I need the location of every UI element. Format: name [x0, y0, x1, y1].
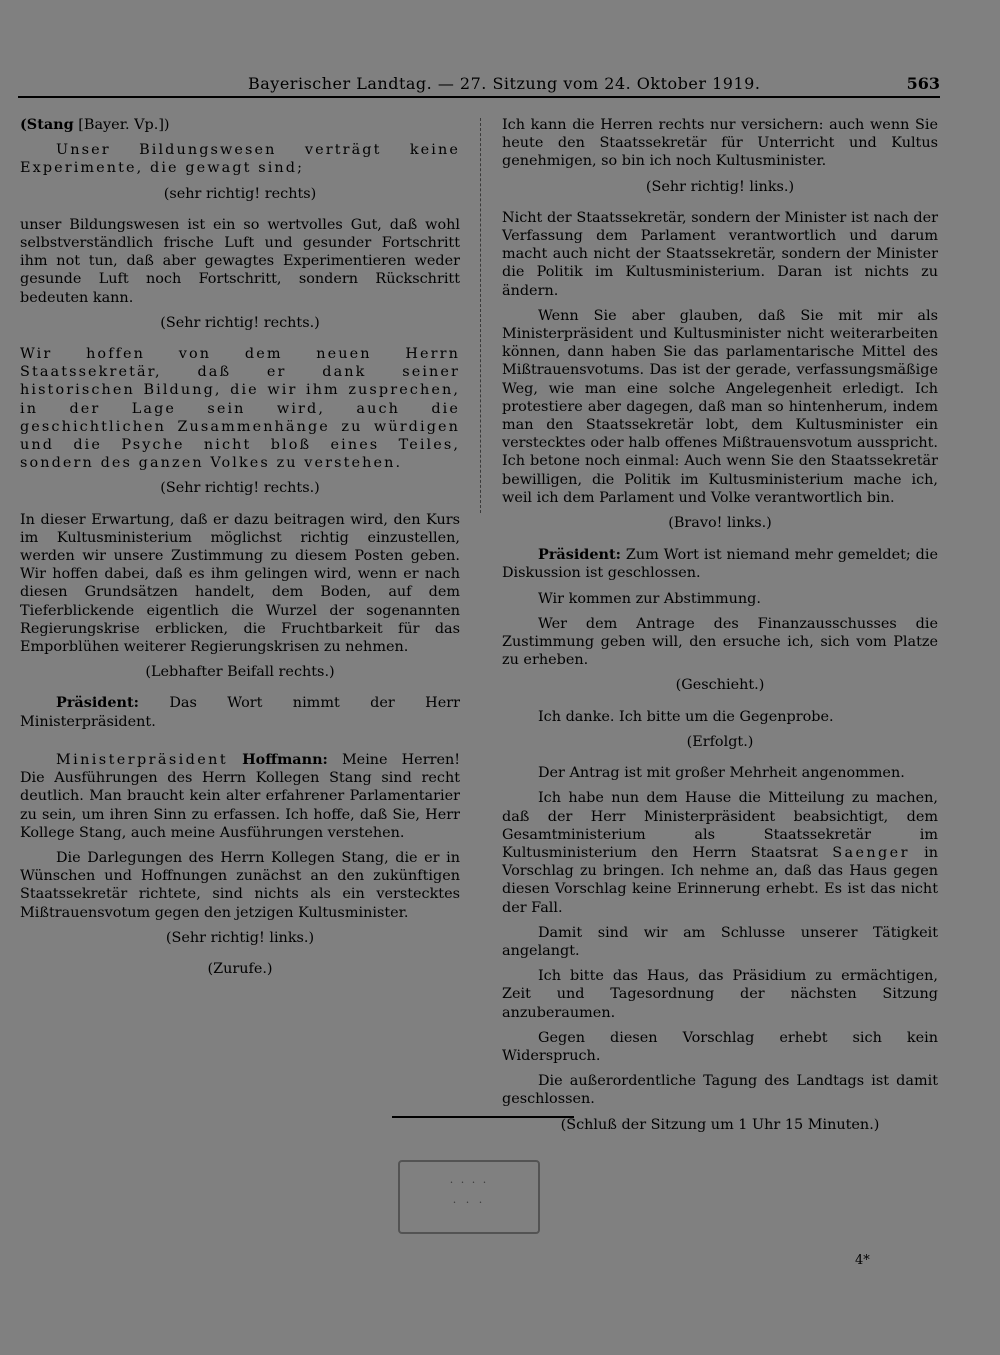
- paragraph: Wenn Sie aber glauben, daß Sie mit mir als Ministerpräsident und Kultusminister nicht weiterarbeiten können, dann haben Sie das parlamentarische Mittel des Mißtrauensvotums. Das ist der gerade, verfassungsmäßige Weg, wie man eine solche Angelegenheit erledigt. Ich protestiere aber dagegen, daß man so hintenherum, indem man den Staatssekretär lobt, dem Kultusminister ein verstecktes oder halb offenes Mißtrauensvotum ausspricht. Ich betone noch einmal: Auch wenn Sie den Staatssekretär bewilligen, die Politik im Kultusministerium mache ich, weil ich dem Parlament und Volke verantwortlich bin.: [502, 307, 938, 506]
- reaction: (Sehr richtig! rechts.): [160, 314, 320, 331]
- paragraph: unser Bildungswesen ist ein so wertvolles Gut, daß wohl selbstverständlich frische Luft und gesunder Fortschritt ihm not tun, daß aber gewagtes Experimentieren weder gesunde Luft noch Fortschritt, sondern Rückschritt bedeuten kann.: [20, 216, 460, 306]
- paragraph: Die Darlegungen des Herrn Kollegen Stang, die er in Wünschen und Hoffnungen zunächst an den zukünftigen Staatssekretär richtete, sind nichts als ein verstecktes Mißtrauensvotum gegen den jetzigen Kultusminister.: [20, 849, 460, 921]
- paragraph: Die außerordentliche Tagung des Landtags ist damit geschlossen.: [502, 1073, 938, 1108]
- person-name-saenger: Saenger: [832, 844, 910, 861]
- library-stamp: · · · · · · ·: [398, 1160, 540, 1234]
- left-column: [20, 116, 460, 991]
- header-rule: [18, 96, 940, 98]
- speaker-attribution: [20, 116, 460, 134]
- paragraph: Unser Bildungswesen verträgt keine Experimente, die gewagt sind;: [20, 142, 460, 177]
- paragraph: Wer dem Antrage des Finanzausschusses die Zustimmung geben will, den ersuche ich, sich vom Platze zu erheben.: [502, 615, 938, 669]
- paragraph: Damit sind wir am Schlusse unserer Tätigkeit angelangt.: [502, 924, 938, 959]
- signature-mark: 4*: [855, 1253, 870, 1268]
- footer-rule: [392, 1116, 574, 1118]
- paragraph: Ich danke. Ich bitte um die Gegenprobe.: [538, 708, 834, 725]
- reaction: (Zurufe.): [207, 960, 273, 977]
- paragraph-text: Ich habe nun dem Hause die Mitteilung zu machen, daß der Herr Ministerpräsident beabsichtigt, dem Gesamtministerium als Staatssekretär im Kultusministerium den Herrn Staatsrat: [502, 790, 938, 861]
- paragraph: [20, 751, 460, 842]
- speaker-party: [Bayer. Vp.]): [78, 117, 170, 133]
- paragraph: In dieser Erwartung, daß er dazu beitragen wird, den Kurs im Kultusministerium möglichst richtig einzustellen, werden wir unsere Zustimmung zu diesem Posten geben. Wir hoffen dabei, daß es ihm gelingen wird, wenn er nach diesen Grundsätzen handelt, dem Boden, auf dem Tieferblickende eigentlich die Wurzel der sogenannten Regierungskrise erblicken, die Fruchtbarkeit für das Emporblühen weiterer Regierungskrisen zu nehmen.: [20, 511, 460, 656]
- right-column: [502, 116, 938, 1147]
- paragraph-text: Meine Herren! Die Ausführungen des Herrn Kollegen Stang sind recht deutlich. Man braucht kein alter erfahrener Parlamentarier zu sein, um ihren Sinn zu erfassen. Ich hoffe, daß Sie, Herr Kollege Stang, auch meine Ausführungen verstehen.: [20, 751, 461, 841]
- reaction: (Lebhafter Beifall rechts.): [145, 664, 335, 681]
- paragraph: Wir hoffen von dem neuen Herrn Staatssekretär, daß er dank seiner historischen Bildung, die wir ihm zusprechen, in der Lage sein wird, auch die geschichtlichen Zusammenhänge zu würdigen und die Psyche nicht bloß eines Teiles, sondern des ganzen Volkes zu verstehen.: [20, 346, 460, 472]
- paragraph: [502, 789, 938, 916]
- paragraph: [20, 694, 460, 730]
- paragraph-text: in Vorschlag zu bringen. Ich nehme an, daß das Haus gegen diesen Vorschlag keine Erinnerung erhebt. Es ist das nicht der Fall.: [502, 844, 938, 916]
- reaction: (Erfolgt.): [686, 733, 754, 750]
- paragraph: Ich kann die Herren rechts nur versichern: auch wenn Sie heute den Staatssekretär für Unterricht und Kultus genehmigen, so bin ich noch Kultusminister.: [502, 117, 938, 170]
- reaction: (Sehr richtig! links.): [645, 178, 795, 195]
- speaker-title: Ministerpräsident: [56, 751, 229, 768]
- speaker-name-praesident: Präsident:: [538, 546, 621, 564]
- paragraph: Wir kommen zur Abstimmung.: [538, 590, 761, 607]
- reaction: (Geschieht.): [675, 677, 765, 694]
- running-title: Bayerischer Landtag. — 27. Sitzung vom 24. Oktober 1919.: [248, 74, 761, 93]
- speaker-name-praesident: Präsident:: [56, 694, 139, 712]
- page-header: [18, 74, 940, 100]
- reaction: (Bravo! links.): [668, 515, 772, 532]
- speaker-name-hoffmann: Hoffmann:: [242, 750, 328, 768]
- paragraph: [502, 546, 938, 582]
- reaction: (Sehr richtig! links.): [165, 929, 315, 946]
- paragraph: Ich bitte das Haus, das Präsidium zu ermächtigen, Zeit und Tagesordnung der nächsten Sitzung anzuberaumen.: [502, 968, 938, 1021]
- paragraph: Nicht der Staatssekretär, sondern der Minister ist nach der Verfassung dem Parlament verantwortlich und darum macht auch nicht der Staatssekretär, sondern der Minister die Politik im Kultusministerium. Daran ist nichts zu ändern.: [502, 209, 938, 299]
- paragraph-text: Das Wort nimmt der Herr Ministerpräsident.: [20, 695, 460, 730]
- reaction: (Schluß der Sitzung um 1 Uhr 15 Minuten.): [560, 1116, 880, 1133]
- reaction: (sehr richtig! rechts): [163, 185, 317, 202]
- column-separator: [480, 118, 481, 513]
- paragraph-text: Zum Wort ist niemand mehr gemeldet; die Diskussion ist geschlossen.: [502, 547, 938, 582]
- paragraph: Gegen diesen Vorschlag erhebt sich kein Widerspruch.: [502, 1029, 938, 1064]
- speaker-name-stang: (Stang: [20, 116, 74, 133]
- reaction: (Sehr richtig! rechts.): [160, 480, 320, 497]
- page-number: 563: [906, 74, 940, 93]
- paragraph: Der Antrag ist mit großer Mehrheit angenommen.: [538, 765, 905, 782]
